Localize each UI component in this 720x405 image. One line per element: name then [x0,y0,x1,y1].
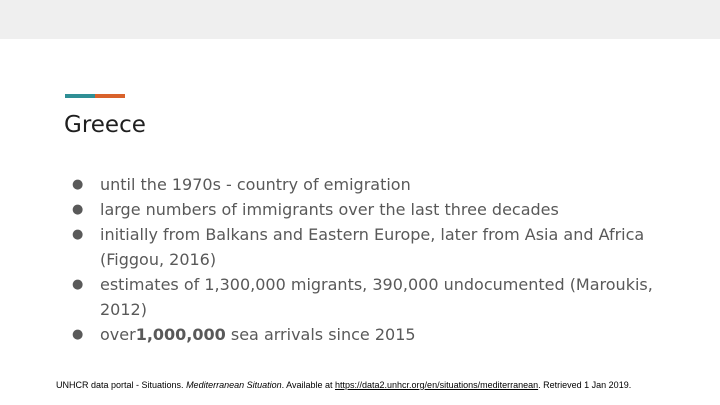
bullet-icon: ● [72,277,84,292]
bullet-text: initially from Balkans and Eastern Europe, later from Asia and Africa (Figgou, 2016) [100,225,645,269]
bullet-item [72,272,682,322]
top-band [0,0,720,39]
bullet-item [72,172,682,197]
title-accent-bar [65,94,125,98]
accent-orange-segment [95,94,125,98]
bullet-strong-number: 1,000,000 [135,325,226,344]
accent-teal-segment [65,94,95,98]
bullet-item [72,322,682,347]
bullet-item [72,197,682,222]
bullet-icon: ● [72,227,84,242]
footnote-tail: . Retrieved 1 Jan 2019. [538,380,632,390]
slide-title: Greece [64,112,146,138]
bullet-text: estimates of 1,300,000 migrants, 390,000 undocumented (Maroukis, 2012) [100,275,653,319]
bullet-icon: ● [72,202,84,217]
bullet-list [72,172,682,347]
bullet-text: until the 1970s - country of emigration [100,175,411,194]
bullet-text: large numbers of immigrants over the last three decades [100,200,559,219]
bullet-prefix: over [100,325,136,344]
bullet-icon: ● [72,177,84,192]
footnote-italic-title: Mediterranean Situation [186,380,282,390]
footnote-link[interactable]: https://data2.unhcr.org/en/situations/mediterranean [335,380,539,390]
footnote-mid: . Available at [281,380,335,390]
footnote-lead: UNHCR data portal - Situations. [56,380,187,390]
bullet-item [72,222,682,272]
footnote-citation [56,378,666,392]
bullet-icon: ● [72,327,84,342]
bullet-suffix: sea arrivals since 2015 [225,325,416,344]
